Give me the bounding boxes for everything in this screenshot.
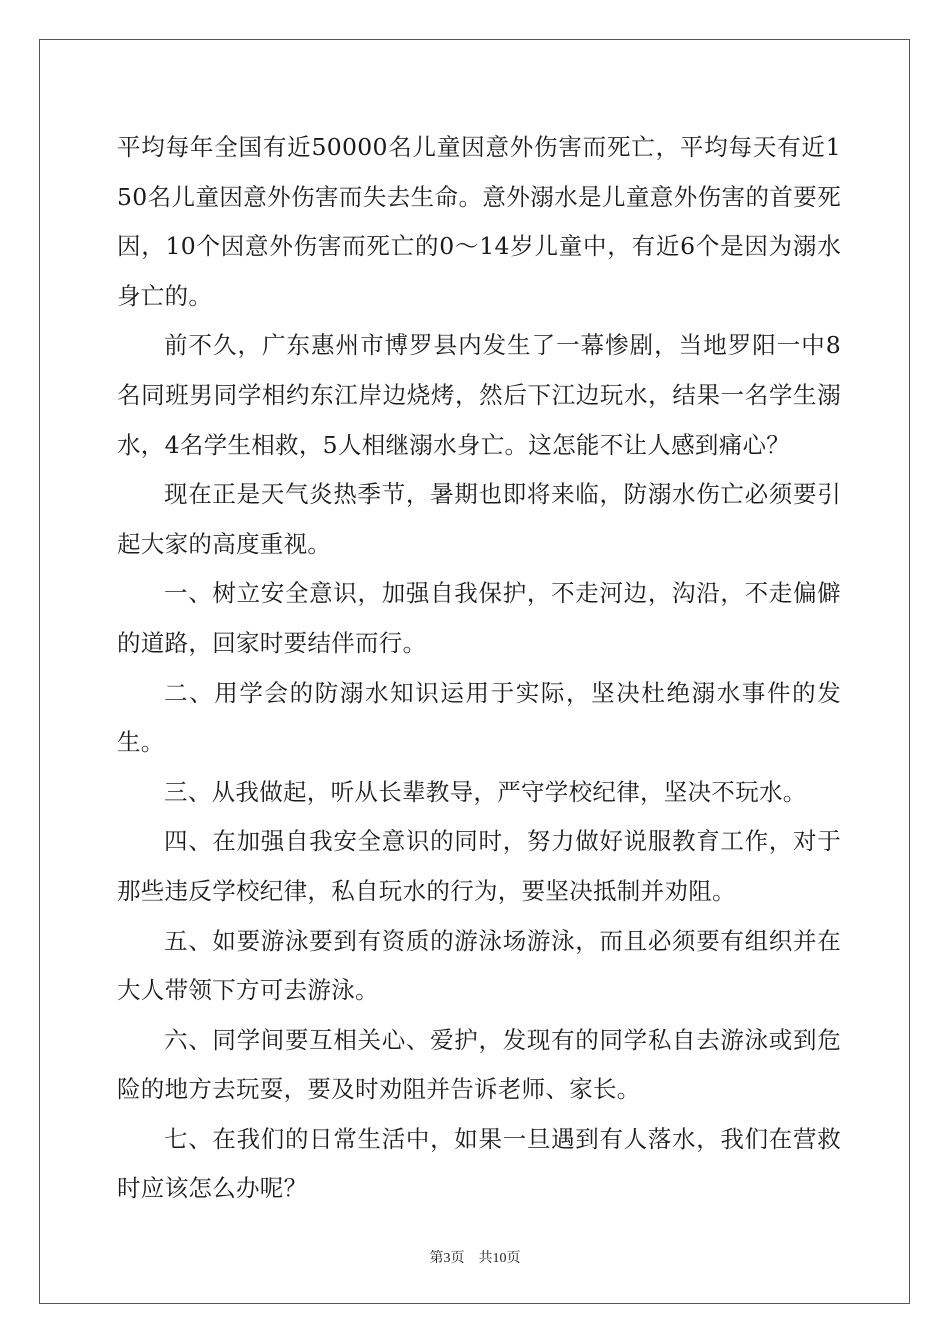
paragraph-rule-1: 一、树立安全意识，加强自我保护，不走河边，沟沿，不走偏僻的道路，回家时要结伴而行。	[117, 579, 841, 657]
paragraph-rule-3: 三、从我做起，听从长辈教导，严守学校纪律，坚决不玩水。	[164, 777, 807, 806]
paragraph-rule-5: 五、如要游泳要到有资质的游泳场游泳，而且必须要有组织并在大人带领下方可去游泳。	[117, 926, 841, 1005]
paragraph-huizhou-incident: 前不久，广东惠州市博罗县内发生了一幕惨剧，当地罗阳一中8名同班男同学相约东江岸边烧烤，然后下江边玩水，结果一名学生溺水，4名学生相救，5人相继溺水身亡。这怎能不让人感到痛心？	[117, 331, 841, 459]
paragraph-rule-6: 六、同学间要互相关心、爱护，发现有的同学私自去游泳或到危险的地方去玩耍，要及时劝阻并告诉老师、家长。	[117, 1025, 841, 1104]
paragraph-rule-4: 四、在加强自我安全意识的同时，努力做好说服教育工作，对于那些违反学校纪律，私自玩水的行为，要坚决抵制并劝阻。	[117, 827, 841, 905]
paragraph-intro-statistics: 平均每年全国有近50000名儿童因意外伤害而死亡，平均每天有近150名儿童因意外伤害而失去生命。意外溺水是儿童意外伤害的首要死因，10个因意外伤害而死亡的0～14岁儿童中，有近6个是因为溺水身亡的。	[117, 133, 841, 310]
page-number: 第3页	[429, 1251, 465, 1266]
page-total: 共10页	[478, 1251, 521, 1266]
paragraph-rule-7: 七、在我们的日常生活中，如果一旦遇到有人落水，我们在营救时应该怎么办呢？	[117, 1124, 841, 1203]
document-body	[117, 123, 841, 1214]
page-footer	[0, 1247, 950, 1267]
paragraph-summer-warning: 现在正是天气炎热季节，暑期也即将来临，防溺水伤亡必须要引起大家的高度重视。	[117, 480, 841, 558]
paragraph-rule-2: 二、用学会的防溺水知识运用于实际，坚决杜绝溺水事件的发生。	[117, 678, 841, 757]
